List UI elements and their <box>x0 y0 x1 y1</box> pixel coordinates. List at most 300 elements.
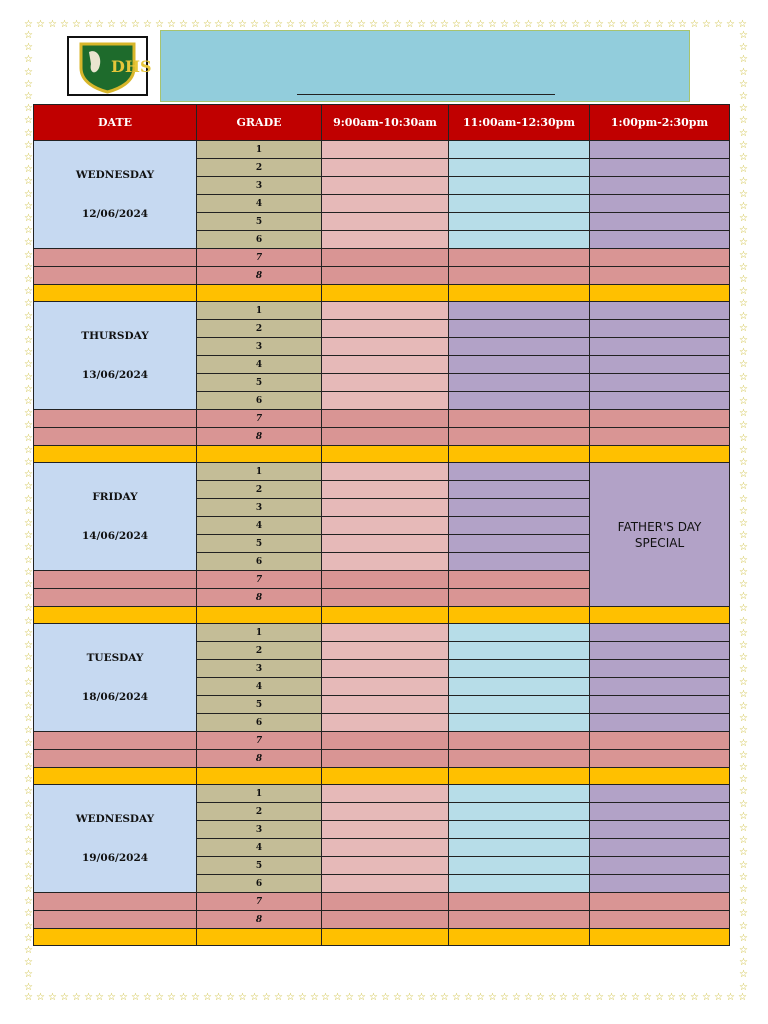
slot-2-cell <box>449 535 590 553</box>
star-icon: ☆ <box>143 19 152 30</box>
star-icon: ☆ <box>381 992 390 1003</box>
separator-cell <box>449 446 590 463</box>
star-icon: ☆ <box>739 274 748 285</box>
separator-cell <box>34 929 197 946</box>
col-slot-3: 1:00pm-2:30pm <box>590 105 730 141</box>
star-icon: ☆ <box>631 19 640 30</box>
col-grade: GRADE <box>197 105 322 141</box>
slot-2-cell <box>449 302 590 320</box>
star-icon: ☆ <box>702 19 711 30</box>
day-name: TUESDAY <box>86 651 144 664</box>
star-icon: ☆ <box>24 323 33 334</box>
slot-2-cell <box>449 463 590 481</box>
table-row <box>34 141 730 159</box>
separator-cell <box>197 768 322 785</box>
star-icon: ☆ <box>440 19 449 30</box>
slot-3-cell <box>590 678 730 696</box>
slot-1-cell <box>322 642 449 660</box>
star-icon: ☆ <box>24 567 33 578</box>
star-icon: ☆ <box>583 19 592 30</box>
star-icon: ☆ <box>24 189 33 200</box>
star-icon: ☆ <box>167 992 176 1003</box>
col-slot-2: 11:00am-12:30pm <box>449 105 590 141</box>
star-icon: ☆ <box>739 896 748 907</box>
grade-cell: 8 <box>197 267 322 285</box>
star-icon: ☆ <box>24 347 33 358</box>
grade-cell: 5 <box>197 374 322 392</box>
star-icon: ☆ <box>739 213 748 224</box>
grade-cell: 7 <box>197 571 322 589</box>
star-icon: ☆ <box>739 921 748 932</box>
slot-3-cell <box>590 302 730 320</box>
star-icon: ☆ <box>619 992 628 1003</box>
star-icon: ☆ <box>84 992 93 1003</box>
slot-1-cell <box>322 678 449 696</box>
school-logo <box>67 36 152 96</box>
separator-cell <box>197 929 322 946</box>
star-icon: ☆ <box>24 469 33 480</box>
star-icon: ☆ <box>643 19 652 30</box>
star-icon: ☆ <box>738 992 747 1003</box>
star-icon: ☆ <box>739 811 748 822</box>
slot-1-cell <box>322 213 449 231</box>
grade-cell: 1 <box>197 785 322 803</box>
grade-cell: 1 <box>197 624 322 642</box>
star-icon: ☆ <box>739 237 748 248</box>
date-cell <box>34 302 197 410</box>
star-icon: ☆ <box>739 762 748 773</box>
separator-cell <box>590 929 730 946</box>
slot-2-cell <box>449 267 590 285</box>
separator-cell <box>322 607 449 624</box>
slot-3-cell <box>590 428 730 446</box>
slot-2-cell <box>449 660 590 678</box>
slot-2-cell <box>449 481 590 499</box>
grade-cell: 2 <box>197 159 322 177</box>
star-icon: ☆ <box>739 933 748 944</box>
star-icon: ☆ <box>595 19 604 30</box>
table-row <box>34 302 730 320</box>
grade-cell: 5 <box>197 696 322 714</box>
star-icon: ☆ <box>286 19 295 30</box>
date-cell-blank <box>34 589 197 607</box>
star-icon: ☆ <box>429 19 438 30</box>
logo-monogram: DHS <box>111 57 152 76</box>
star-icon: ☆ <box>24 445 33 456</box>
star-icon: ☆ <box>24 103 33 114</box>
star-icon: ☆ <box>739 298 748 309</box>
slot-2-cell <box>449 857 590 875</box>
star-icon: ☆ <box>24 42 33 53</box>
slot-1-cell <box>322 374 449 392</box>
star-icon: ☆ <box>24 603 33 614</box>
star-icon: ☆ <box>24 591 33 602</box>
star-icon: ☆ <box>310 19 319 30</box>
star-icon: ☆ <box>24 115 33 126</box>
slot-1-cell <box>322 249 449 267</box>
slot-2-cell <box>449 589 590 607</box>
star-icon: ☆ <box>24 579 33 590</box>
star-icon: ☆ <box>488 19 497 30</box>
star-icon: ☆ <box>739 786 748 797</box>
col-date: DATE <box>34 105 197 141</box>
star-icon: ☆ <box>452 19 461 30</box>
star-icon: ☆ <box>452 992 461 1003</box>
table-row <box>34 463 730 481</box>
slot-3-cell <box>590 660 730 678</box>
star-icon: ☆ <box>24 396 33 407</box>
slot-3-cell <box>590 857 730 875</box>
slot-2-cell <box>449 839 590 857</box>
star-icon: ☆ <box>107 992 116 1003</box>
star-icon: ☆ <box>739 420 748 431</box>
star-icon: ☆ <box>559 19 568 30</box>
slot-3-cell <box>590 714 730 732</box>
star-icon: ☆ <box>24 164 33 175</box>
grade-cell: 3 <box>197 660 322 678</box>
star-icon: ☆ <box>24 982 33 993</box>
star-icon: ☆ <box>24 140 33 151</box>
slot-1-cell <box>322 410 449 428</box>
star-icon: ☆ <box>24 335 33 346</box>
star-icon: ☆ <box>262 19 271 30</box>
slot-3-cell <box>590 141 730 159</box>
grade-cell: 7 <box>197 732 322 750</box>
star-icon: ☆ <box>405 19 414 30</box>
star-icon: ☆ <box>369 992 378 1003</box>
star-icon: ☆ <box>24 530 33 541</box>
slot-1-cell <box>322 553 449 571</box>
star-icon: ☆ <box>24 19 33 30</box>
grade-cell: 2 <box>197 481 322 499</box>
star-icon: ☆ <box>119 992 128 1003</box>
slot-3-cell <box>590 893 730 911</box>
date-cell-blank <box>34 911 197 929</box>
separator-row <box>34 607 730 624</box>
table-row <box>34 911 730 929</box>
slot-3-cell <box>590 732 730 750</box>
star-icon: ☆ <box>214 19 223 30</box>
table-row <box>34 267 730 285</box>
slot-2-cell <box>449 750 590 768</box>
star-icon: ☆ <box>739 347 748 358</box>
star-icon: ☆ <box>739 164 748 175</box>
slot-1-cell <box>322 893 449 911</box>
star-icon: ☆ <box>739 725 748 736</box>
slot-2-cell <box>449 678 590 696</box>
star-icon: ☆ <box>24 750 33 761</box>
star-icon: ☆ <box>24 908 33 919</box>
slot-3-cell <box>590 374 730 392</box>
star-icon: ☆ <box>739 701 748 712</box>
star-icon: ☆ <box>739 140 748 151</box>
star-icon: ☆ <box>155 19 164 30</box>
star-icon: ☆ <box>393 992 402 1003</box>
star-icon: ☆ <box>739 469 748 480</box>
slot-2-cell <box>449 624 590 642</box>
star-icon: ☆ <box>690 992 699 1003</box>
slot-3-cell <box>590 213 730 231</box>
star-icon: ☆ <box>714 19 723 30</box>
slot-3-cell <box>590 195 730 213</box>
slot-2-cell <box>449 875 590 893</box>
star-icon: ☆ <box>739 42 748 53</box>
star-icon: ☆ <box>739 79 748 90</box>
star-icon: ☆ <box>417 992 426 1003</box>
star-icon: ☆ <box>476 19 485 30</box>
slot-2-cell <box>449 911 590 929</box>
slot-2-cell <box>449 213 590 231</box>
date-cell <box>34 785 197 893</box>
separator-cell <box>197 446 322 463</box>
star-icon: ☆ <box>310 992 319 1003</box>
slot-2-cell <box>449 428 590 446</box>
date-cell-blank <box>34 893 197 911</box>
slot-1-cell <box>322 803 449 821</box>
star-icon: ☆ <box>631 992 640 1003</box>
col-slot-1: 9:00am-10:30am <box>322 105 449 141</box>
star-icon: ☆ <box>571 992 580 1003</box>
star-icon: ☆ <box>655 992 664 1003</box>
star-icon: ☆ <box>643 992 652 1003</box>
star-icon: ☆ <box>24 311 33 322</box>
star-icon: ☆ <box>60 19 69 30</box>
star-icon: ☆ <box>24 420 33 431</box>
separator-cell <box>197 607 322 624</box>
slot-2-cell <box>449 642 590 660</box>
star-icon: ☆ <box>739 555 748 566</box>
star-icon: ☆ <box>84 19 93 30</box>
slot-3-cell <box>590 696 730 714</box>
star-icon: ☆ <box>739 603 748 614</box>
star-icon: ☆ <box>24 774 33 785</box>
star-icon: ☆ <box>24 799 33 810</box>
slot-2-cell <box>449 374 590 392</box>
star-icon: ☆ <box>143 992 152 1003</box>
day-date: 12/06/2024 <box>81 208 149 221</box>
grade-cell: 5 <box>197 213 322 231</box>
slot-1-cell <box>322 750 449 768</box>
slot-1-cell <box>322 141 449 159</box>
star-icon: ☆ <box>345 19 354 30</box>
star-icon: ☆ <box>24 725 33 736</box>
star-icon: ☆ <box>357 19 366 30</box>
star-icon: ☆ <box>250 992 259 1003</box>
separator-cell <box>590 768 730 785</box>
slot-1-cell <box>322 231 449 249</box>
separator-cell <box>34 768 197 785</box>
star-icon: ☆ <box>24 762 33 773</box>
star-icon: ☆ <box>739 115 748 126</box>
day-name: FRIDAY <box>92 490 138 503</box>
day-name: THURSDAY <box>81 329 149 342</box>
star-icon: ☆ <box>739 152 748 163</box>
date-cell-blank <box>34 410 197 428</box>
star-icon: ☆ <box>107 19 116 30</box>
star-icon: ☆ <box>739 652 748 663</box>
slot-1-cell <box>322 159 449 177</box>
separator-cell <box>590 446 730 463</box>
star-icon: ☆ <box>48 19 57 30</box>
slot-3-cell <box>590 624 730 642</box>
star-icon: ☆ <box>24 847 33 858</box>
star-icon: ☆ <box>333 19 342 30</box>
star-icon: ☆ <box>739 201 748 212</box>
slot-1-cell <box>322 714 449 732</box>
grade-cell: 3 <box>197 338 322 356</box>
slot-2-cell <box>449 696 590 714</box>
grade-cell: 3 <box>197 499 322 517</box>
star-icon: ☆ <box>24 555 33 566</box>
grade-cell: 4 <box>197 839 322 857</box>
star-icon: ☆ <box>238 992 247 1003</box>
day-name: WEDNESDAY <box>75 168 155 181</box>
star-icon: ☆ <box>739 530 748 541</box>
slot-3-cell <box>590 803 730 821</box>
star-icon: ☆ <box>417 19 426 30</box>
star-icon: ☆ <box>24 250 33 261</box>
slot-2-cell <box>449 410 590 428</box>
star-icon: ☆ <box>24 628 33 639</box>
star-icon: ☆ <box>739 189 748 200</box>
grade-cell: 6 <box>197 553 322 571</box>
star-icon: ☆ <box>739 408 748 419</box>
slot-2-cell <box>449 732 590 750</box>
star-icon: ☆ <box>298 19 307 30</box>
star-icon: ☆ <box>739 250 748 261</box>
star-icon: ☆ <box>321 992 330 1003</box>
day-name: WEDNESDAY <box>75 812 155 825</box>
star-icon: ☆ <box>262 992 271 1003</box>
star-icon: ☆ <box>24 91 33 102</box>
slot-1-cell <box>322 732 449 750</box>
title-banner <box>160 30 690 102</box>
star-icon: ☆ <box>24 67 33 78</box>
star-icon: ☆ <box>536 992 545 1003</box>
slot-1-cell <box>322 302 449 320</box>
slot-3-cell <box>590 177 730 195</box>
star-icon: ☆ <box>512 19 521 30</box>
star-icon: ☆ <box>739 750 748 761</box>
slot-2-cell <box>449 159 590 177</box>
slot-3-cell <box>590 392 730 410</box>
slot-2-cell <box>449 338 590 356</box>
slot-3-cell <box>590 267 730 285</box>
star-icon: ☆ <box>739 567 748 578</box>
slot-2-cell <box>449 517 590 535</box>
separator-cell <box>449 607 590 624</box>
star-icon: ☆ <box>739 67 748 78</box>
slot-1-cell <box>322 267 449 285</box>
star-icon: ☆ <box>739 616 748 627</box>
star-icon: ☆ <box>226 992 235 1003</box>
star-icon: ☆ <box>440 992 449 1003</box>
grade-cell: 6 <box>197 392 322 410</box>
star-icon: ☆ <box>24 969 33 980</box>
slot-1-cell <box>322 463 449 481</box>
star-icon: ☆ <box>739 542 748 553</box>
star-icon: ☆ <box>24 786 33 797</box>
star-icon: ☆ <box>464 19 473 30</box>
slot-2-cell <box>449 177 590 195</box>
separator-cell <box>322 446 449 463</box>
star-icon: ☆ <box>739 372 748 383</box>
star-icon: ☆ <box>24 677 33 688</box>
star-icon: ☆ <box>24 921 33 932</box>
star-icon: ☆ <box>24 237 33 248</box>
star-icon: ☆ <box>24 945 33 956</box>
grade-cell: 7 <box>197 249 322 267</box>
star-icon: ☆ <box>24 884 33 895</box>
table-row <box>34 410 730 428</box>
special-line-1: FATHER'S DAY <box>617 519 702 534</box>
slot-1-cell <box>322 821 449 839</box>
date-cell <box>34 141 197 249</box>
separator-cell <box>34 285 197 302</box>
star-icon: ☆ <box>488 992 497 1003</box>
slot-2-cell <box>449 785 590 803</box>
star-icon: ☆ <box>24 896 33 907</box>
slot-2-cell <box>449 249 590 267</box>
star-icon: ☆ <box>739 908 748 919</box>
star-icon: ☆ <box>739 176 748 187</box>
star-icon: ☆ <box>24 494 33 505</box>
star-icon: ☆ <box>739 54 748 65</box>
slot-2-cell <box>449 499 590 517</box>
star-icon: ☆ <box>298 992 307 1003</box>
star-icon: ☆ <box>36 19 45 30</box>
slot-2-cell <box>449 141 590 159</box>
star-icon: ☆ <box>738 19 747 30</box>
star-icon: ☆ <box>607 19 616 30</box>
star-icon: ☆ <box>226 19 235 30</box>
star-icon: ☆ <box>524 19 533 30</box>
slot-3-cell <box>590 911 730 929</box>
star-icon: ☆ <box>739 945 748 956</box>
star-icon: ☆ <box>739 628 748 639</box>
star-icon: ☆ <box>739 982 748 993</box>
star-icon: ☆ <box>24 457 33 468</box>
grade-cell: 7 <box>197 893 322 911</box>
star-icon: ☆ <box>24 823 33 834</box>
star-icon: ☆ <box>739 823 748 834</box>
slot-3-cell <box>590 249 730 267</box>
star-icon: ☆ <box>739 640 748 651</box>
star-icon: ☆ <box>119 19 128 30</box>
separator-cell <box>449 929 590 946</box>
star-icon: ☆ <box>739 799 748 810</box>
slot-1-cell <box>322 839 449 857</box>
star-icon: ☆ <box>739 286 748 297</box>
star-icon: ☆ <box>524 992 533 1003</box>
slot-1-cell <box>322 696 449 714</box>
star-icon: ☆ <box>726 992 735 1003</box>
star-icon: ☆ <box>739 262 748 273</box>
grade-cell: 8 <box>197 750 322 768</box>
star-icon: ☆ <box>24 652 33 663</box>
date-cell <box>34 624 197 732</box>
slot-2-cell <box>449 821 590 839</box>
star-icon: ☆ <box>24 860 33 871</box>
star-icon: ☆ <box>24 664 33 675</box>
star-icon: ☆ <box>24 872 33 883</box>
slot-3-cell <box>590 410 730 428</box>
star-icon: ☆ <box>155 992 164 1003</box>
slot-1-cell <box>322 499 449 517</box>
table-row <box>34 624 730 642</box>
star-icon: ☆ <box>739 103 748 114</box>
star-icon: ☆ <box>739 957 748 968</box>
